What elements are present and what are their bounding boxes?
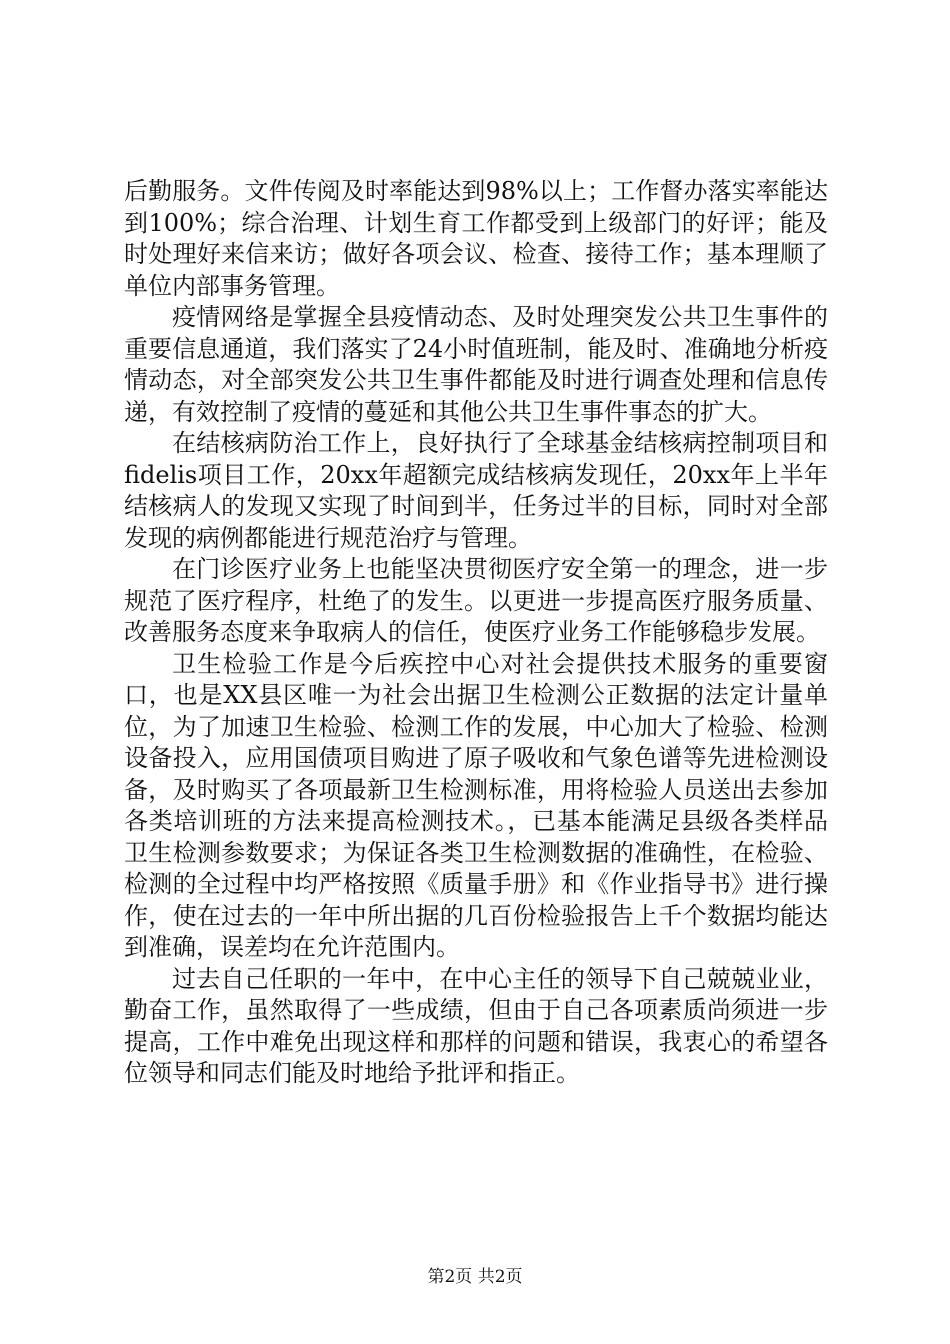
paragraph-outpatient: 在门诊医疗业务上也能坚决贯彻医疗安全第一的理念，进一步规范了医疗程序，杜绝了的发生。以更进一步提高医疗服务质量、改善服务态度来争取病人的信任，使医疗业务工作能够稳步发展。 — [124, 555, 828, 646]
paragraph-health-inspection: 卫生检验工作是今后疾控中心对社会提供技术服务的重要窗口，也是XX县区唯一为社会出据卫生检测公正数据的法定计量单位，为了加速卫生检验、检测工作的发展，中心加大了检验、检测设备投入，应用国债项目购进了原子吸收和气象色谱等先进检测设备，及时购买了各项最新卫生检测标准，用将检验人员送出去参加各类培训班的方法来提高检测技术。，已基本能满足县级各类样品卫生检测参数要求；为保证各类卫生检测数据的准确性，在检验、检测的全过程中均严格按照《质量手册》和《作业指导书》进行操作，使在过去的一年中所出据的几百份检验报告上千个数据均能达到准确，误差均在允许范围内。 — [124, 649, 828, 961]
page-number-footer: 第2页 共2页 — [427, 1267, 523, 1287]
paragraph-conclusion: 过去自己任职的一年中，在中心主任的领导下自己兢兢业业，勤奋工作，虽然取得了一些成绩，但由于自己各项素质尚须进一步提高，工作中难免出现这样和那样的问题和错误，我衷心的希望各位领导和同志们能及时地给予批评和指正。 — [124, 964, 828, 1087]
paragraph-epidemic-network: 疫情网络是掌握全县疫情动态、及时处理突发公共卫生事件的重要信息通道，我们落实了24小时值班制，能及时、准确地分析疫情动态，对全部突发公共卫生事件都能及时进行调查处理和信息传递，有效控制了疫情的蔓延和其他公共卫生事件事态的扩大。 — [124, 303, 828, 426]
paragraph-tuberculosis: 在结核病防治工作上，良好执行了全球基金结核病控制项目和fidelis项目工作，20xx年超额完成结核病发现任，20xx年上半年结核病人的发现又实现了时间到半，任务过半的目标，同时对全部发现的病例都能进行规范治疗与管理。 — [124, 429, 828, 552]
document-body — [124, 176, 828, 1090]
paragraph-continuation: 后勤服务。文件传阅及时率能达到98%以上；工作督办落实率能达到100%；综合治理、计划生育工作都受到上级部门的好评；能及时处理好来信来访；做好各项会议、检查、接待工作；基本理顺了单位内部事务管理。 — [124, 177, 828, 300]
